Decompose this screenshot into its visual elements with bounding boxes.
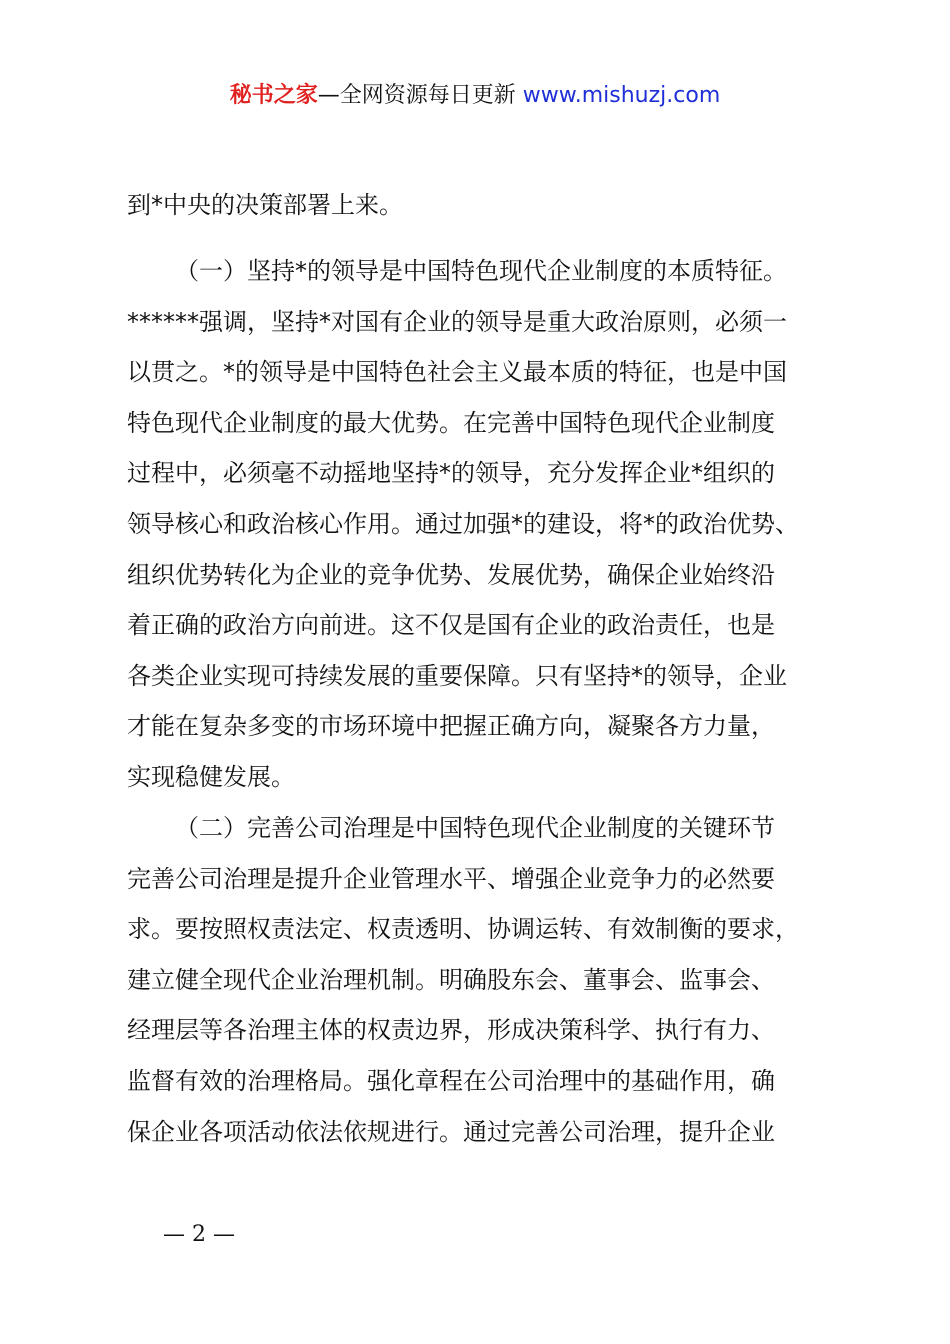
text-line: 监督有效的治理格局。强化章程在公司治理中的基础作用，确 [127, 1066, 775, 1095]
text-line: 经理层等各治理主体的权责边界，形成决策科学、执行有力、 [127, 1016, 775, 1045]
text-line: ******强调，坚持*对国有企业的领导是重大政治原则，必须一 [127, 307, 787, 336]
section-heading-2: （二）完善公司治理是中国特色现代企业制度的关键环节 [175, 814, 775, 842]
paragraph-2 [127, 803, 837, 1157]
text-line: 才能在复杂多变的市场环境中把握正确方向，凝聚各方力量， [127, 712, 775, 741]
text-line: 特色现代企业制度的最大优势。在完善中国特色现代企业制度 [127, 408, 775, 437]
paragraph-1 [127, 246, 837, 803]
brand-name: 秘书之家 [229, 83, 318, 108]
text-line: 完善公司治理是提升企业管理水平、增强企业竞争力的必然要 [127, 864, 775, 893]
text-line: 以贯之。*的领导是中国特色社会主义最本质的特征，也是中国 [127, 358, 787, 387]
header-tagline: —全网资源每日更新 [317, 83, 523, 108]
website-link[interactable]: www.mishuzj.com [522, 83, 721, 108]
text-line: 保企业各项活动依法依规进行。通过完善公司治理，提升企业 [127, 1117, 775, 1146]
text-line: 着正确的政治方向前进。这不仅是国有企业的政治责任，也是 [127, 611, 775, 640]
text-line: 过程中，必须毫不动摇地坚持*的领导，充分发挥企业*组织的 [127, 459, 775, 488]
text-line: 到*中央的决策部署上来。 [127, 191, 403, 219]
continuation-line [127, 180, 837, 231]
text-line: 建立健全现代企业治理机制。明确股东会、董事会、监事会、 [127, 965, 775, 994]
text-line: 实现稳健发展。 [127, 762, 295, 791]
page-header [0, 80, 950, 112]
text-line: 领导核心和政治核心作用。通过加强*的建设，将*的政治优势、 [127, 509, 799, 538]
text-line: 组织优势转化为企业的竞争优势、发展优势，确保企业始终沿 [127, 560, 775, 589]
text-line: 求。要按照权责法定、权责透明、协调运转、有效制衡的要求， [127, 915, 799, 944]
section-heading-1: （一）坚持*的领导是中国特色现代企业制度的本质特征。 [175, 257, 787, 285]
page-number: — 2 — [163, 1222, 235, 1247]
text-line: 各类企业实现可持续发展的重要保障。只有坚持*的领导，企业 [127, 661, 787, 690]
